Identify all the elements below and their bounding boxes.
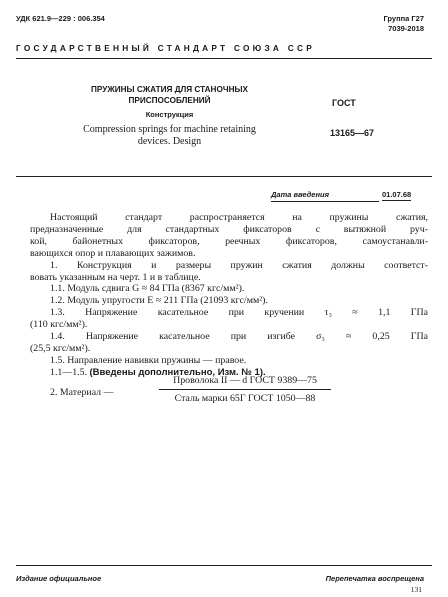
intro-line-2: предназначенные для стандартных фиксаторов с вытяжной руч- [30,223,428,235]
footer-rule [16,565,432,566]
registry-code: 7039-2018 [388,24,424,33]
para-1-range-note: (Введены дополнительно, Изм. № 1). [89,366,266,378]
para-1-5: 1.5. Направление навивки пружины — правое. [50,354,247,366]
gost-number: 13165—67 [330,128,375,138]
material-numerator: Проволока II — d ГОСТ 9389—75 [173,375,317,386]
footer-reprint-prohibited: Перепечатка воспрещена [325,574,424,583]
intro-line-4: вающихся опор и плавающих зажимов. [30,247,196,259]
material-fraction [157,375,333,404]
para-1-4-line-2: (25,5 кгс/мм²). [30,342,91,354]
group-label: Группа Г27 [383,14,424,23]
title-subtitle: Конструкция [145,110,194,119]
para-1-2: 1.2. Модуль упругости E ≈ 211 ГПа (21093 кгс/мм²). [50,295,268,307]
title-ru-line2: ПРИСПОСОБЛЕНИЙ [128,96,211,105]
intro-line-1: Настоящий стандарт распространяется на пружины сжатия, [50,212,428,223]
standard-heading: ГОСУДАРСТВЕННЫЙ СТАНДАРТ СОЮЗА ССР [16,43,315,53]
material-denominator: Сталь марки 65Г ГОСТ 1050—88 [174,393,316,404]
para-1-3-line-1: 1.3. Напряжение касательное при кручении τ₃ ≈ 1,1 ГПа [50,307,428,319]
effective-date-underline [271,201,379,202]
title-block [62,84,277,148]
udk-code: УДК 621.9—229 : 006.354 [16,14,105,23]
effective-date-value: 01.07.68 [382,190,412,199]
title-en-line2: devices. Design [137,136,202,147]
title-en-line1: Compression springs for machine retaining [83,124,256,135]
para-1-line-2: вовать указанным на черт. 1 и в таблице. [30,271,201,283]
gost-label: ГОСТ [332,98,356,108]
body-text [30,212,428,379]
para-1-4-line-1: 1.4. Напряжение касательное при изгибе σ₃ ≈ 0,25 ГПа [50,331,428,343]
header-rule [16,58,432,59]
material-label: 2. Материал — [50,387,114,398]
page-number: 131 [410,585,422,594]
para-1-line-1: 1. Конструкция и размеры пружин сжатия должны соответст- [50,259,428,271]
para-1-1: 1.1. Модуль сдвига G ≈ 84 ГПа (8367 кгс/мм²). [50,283,245,295]
group-code [383,14,424,34]
title-rule [16,176,432,177]
para-1-range-label: 1.1—1.5. [50,366,88,378]
effective-date-label: Дата введения [271,190,329,199]
para-1-3-line-2: (110 кгс/мм²). [30,319,88,331]
title-ru-line1: ПРУЖИНЫ СЖАТИЯ ДЛЯ СТАНОЧНЫХ [91,85,248,94]
footer-official-edition: Издание официальное [16,574,102,583]
intro-line-3: кой, байонетных фиксаторов, реечных фиксаторов, самоустанавли- [30,235,428,247]
